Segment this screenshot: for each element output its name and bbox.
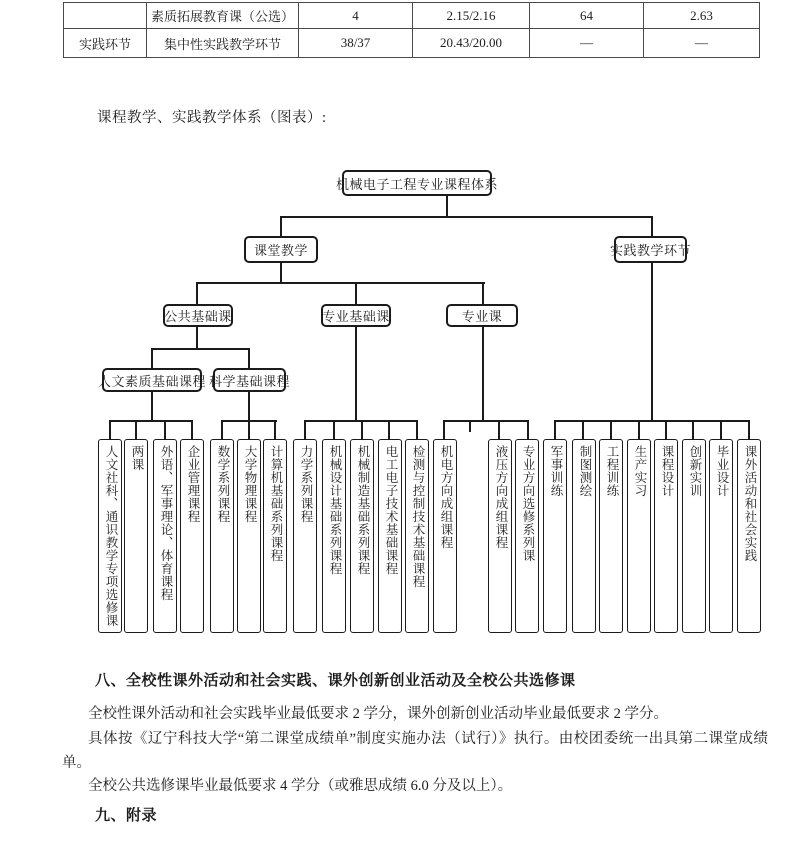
connector-line — [610, 421, 612, 439]
node-public-basic-courses: 公共基础课 — [163, 304, 233, 327]
connector-line — [274, 421, 276, 439]
connector-line — [248, 349, 250, 368]
connector-line — [280, 216, 653, 218]
connector-line — [446, 196, 448, 217]
diagram-leaf-box: 军事训练 — [543, 439, 567, 633]
connector-line — [280, 217, 282, 236]
connector-line — [443, 420, 529, 422]
diagram-leaf-box: 两课 — [124, 439, 148, 633]
node-practice-teaching: 实践教学环节 — [614, 236, 687, 263]
table-cell: 64 — [530, 3, 644, 29]
diagram-leaf-box: 计算机基础系列课程 — [263, 439, 287, 633]
table-cell: 集中性实践教学环节 — [147, 29, 299, 58]
diagram-leaf-box: 课外活动和社会实践 — [737, 439, 761, 633]
node-science-basic-courses: 科学基础课程 — [213, 368, 286, 392]
table-cell: 素质拓展教育课（公选） — [147, 3, 299, 29]
connector-line — [651, 263, 653, 421]
connector-line — [482, 283, 484, 305]
connector-line — [498, 421, 500, 439]
connector-line — [720, 421, 722, 439]
connector-line — [191, 421, 193, 439]
connector-line — [280, 263, 282, 283]
diagram-leaf-box: 液压方向成组课程 — [488, 439, 512, 633]
connector-line — [361, 421, 363, 439]
paragraph-second-classroom: 具体按《辽宁科技大学“第二课堂成绩单”制度实施办法（试行）》执行。由校团委统一出具第二课堂成绩单。 — [62, 731, 768, 771]
diagram-leaf-box: 机械制造基础系列课程 — [350, 439, 374, 633]
connector-line — [482, 327, 484, 421]
connector-line — [151, 348, 250, 350]
connector-line — [665, 421, 667, 439]
diagram-caption: 课程教学、实践教学体系（图表）: — [97, 110, 327, 126]
table-cell: 4 — [299, 3, 413, 29]
connector-line — [469, 421, 471, 432]
connector-line — [109, 421, 111, 439]
table-cell: 2.15/2.16 — [413, 3, 530, 29]
diagram-leaf-box: 生产实习 — [627, 439, 651, 633]
diagram-leaf-box: 大学物理课程 — [237, 439, 261, 633]
diagram-leaf-box: 外语、军事理论、体育课程 — [153, 439, 177, 633]
connector-line — [164, 421, 166, 439]
connector-line — [748, 421, 750, 439]
connector-line — [388, 421, 390, 439]
paragraph-credits-activities: 全校性课外活动和社会实践毕业最低要求 2 学分，课外创新创业活动毕业最低要求 2 学分。 — [88, 706, 668, 722]
paragraph-elective-credits: 全校公共选修课毕业最低要求 4 学分（或雅思成绩 6.0 分及以上）。 — [88, 778, 513, 794]
connector-line — [196, 283, 198, 305]
diagram-leaf-box: 工程训练 — [599, 439, 623, 633]
connector-line — [416, 421, 418, 439]
connector-line — [333, 421, 335, 439]
diagram-leaf-box: 创新实训 — [682, 439, 706, 633]
connector-line — [554, 421, 556, 439]
connector-line — [248, 421, 250, 439]
diagram-leaf-box: 机电方向成组课程 — [433, 439, 457, 633]
node-classroom-teaching: 课堂教学 — [244, 236, 318, 263]
connector-line — [638, 421, 640, 439]
node-humanities-basic-courses: 人文素质基础课程 — [102, 368, 202, 392]
diagram-leaf-box: 数学系列课程 — [210, 439, 234, 633]
diagram-leaf-box: 专业方向选修系列课 — [515, 439, 539, 633]
connector-line — [692, 421, 694, 439]
diagram-leaf-box: 制图测绘 — [572, 439, 596, 633]
table-cell: 38/37 — [299, 29, 413, 58]
connector-line — [196, 327, 198, 349]
diagram-leaf-box: 人文社科、通识教学专项选修课 — [98, 439, 122, 633]
node-major-basic-courses: 专业基础课 — [321, 304, 391, 327]
table-cell: — — [644, 29, 760, 58]
node-major-courses: 专业课 — [446, 304, 518, 327]
connector-line — [221, 421, 223, 439]
diagram-leaf-box: 检测与控制技术基础课程 — [405, 439, 429, 633]
diagram-leaf-box: 毕业设计 — [709, 439, 733, 633]
table-cell: 20.43/20.00 — [413, 29, 530, 58]
diagram-leaf-box: 电工电子技术基础课程 — [378, 439, 402, 633]
connector-line — [196, 282, 485, 284]
connector-line — [248, 392, 250, 421]
diagram-leaf-box: 企业管理课程 — [180, 439, 204, 633]
section-heading-9: 九、附录 — [95, 808, 158, 824]
node-curriculum-system: 机械电子工程专业课程体系 — [342, 170, 492, 196]
diagram-leaf-box: 机械设计基础系列课程 — [322, 439, 346, 633]
diagram-leaf-box: 力学系列课程 — [293, 439, 317, 633]
section-heading-8: 八、全校性课外活动和社会实践、课外创新创业活动及全校公共选修课 — [95, 673, 576, 689]
diagram-leaf-box: 课程设计 — [654, 439, 678, 633]
connector-line — [304, 421, 306, 439]
connector-line — [582, 421, 584, 439]
table-cell: 实践环节 — [64, 29, 147, 58]
connector-line — [355, 327, 357, 421]
connector-line — [443, 421, 445, 439]
connector-line — [355, 283, 357, 305]
connector-line — [151, 349, 153, 368]
connector-line — [109, 420, 193, 422]
connector-line — [527, 421, 529, 439]
connector-line — [651, 217, 653, 236]
table-cell: 2.63 — [644, 3, 760, 29]
table-cell: — — [530, 29, 644, 58]
connector-line — [151, 392, 153, 421]
connector-line — [135, 421, 137, 439]
